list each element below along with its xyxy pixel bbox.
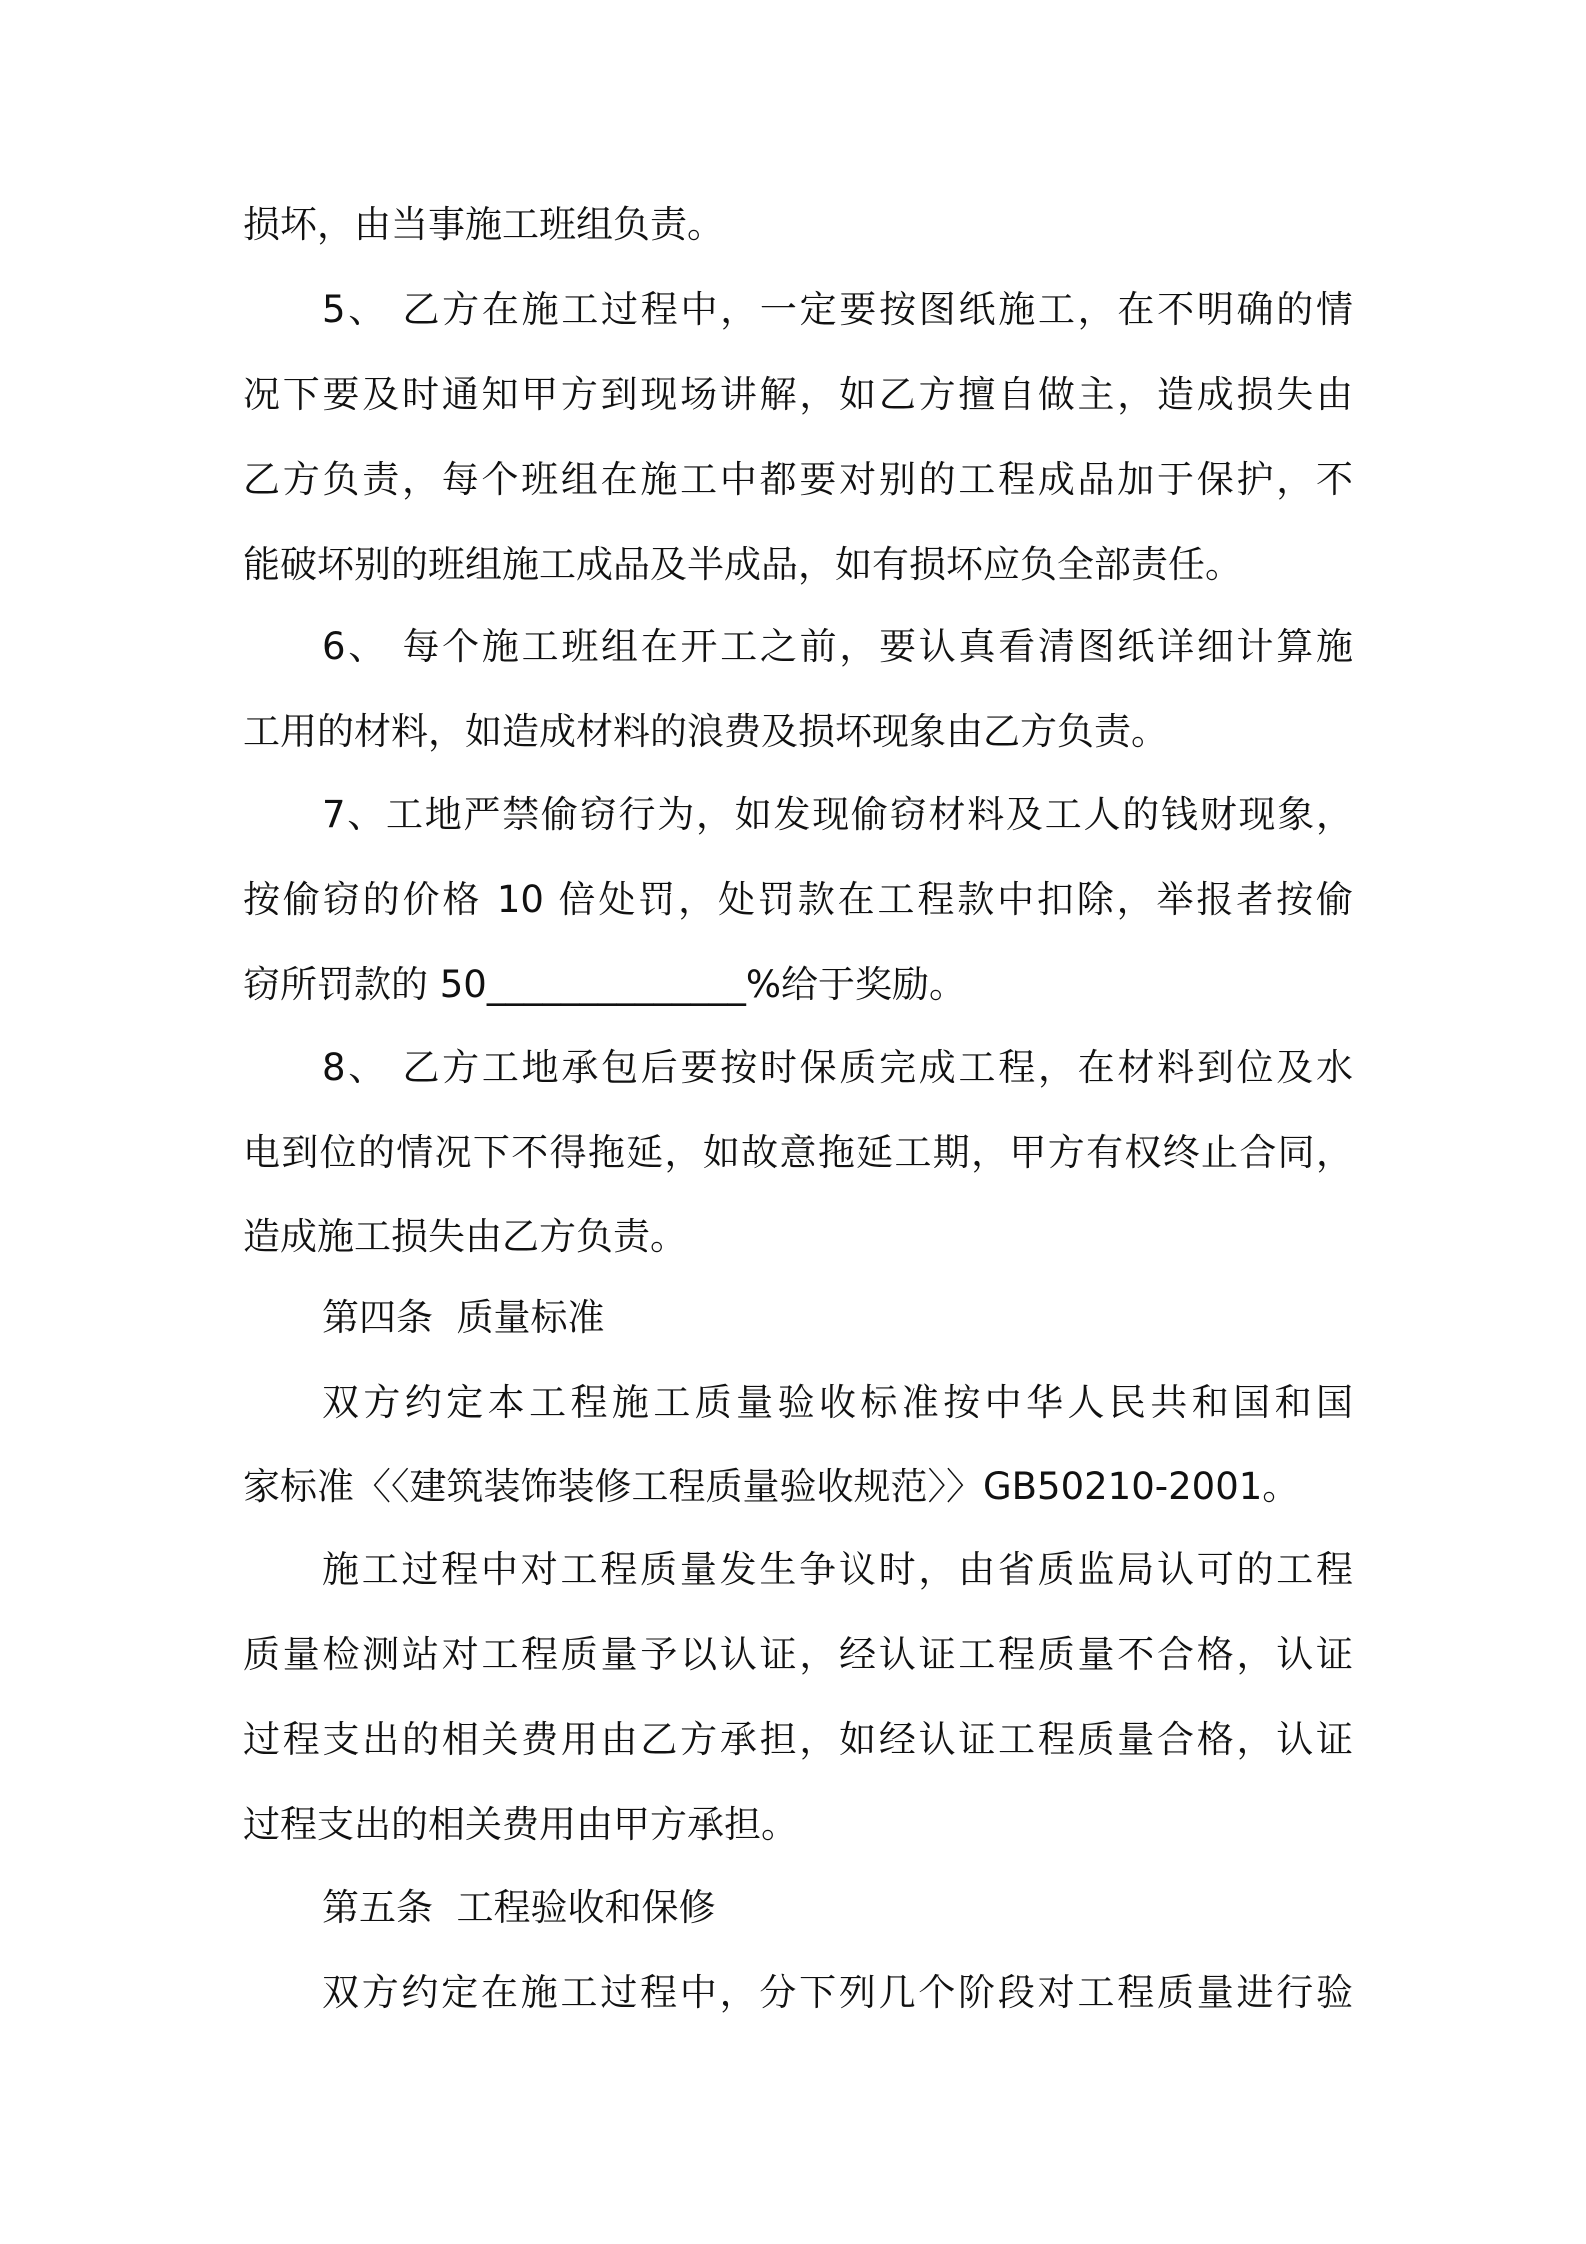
text-line-20: 过程支出的相关费用由甲方承担。: [243, 1803, 798, 1846]
text-line-13: 造成施工损失由乙方负责。: [243, 1215, 687, 1258]
text-line-9: 按偷窃的价格 10 倍处罚，处罚款在工程款中扣除，举报者按偷: [243, 878, 1353, 921]
text-line-8: 7、工地严禁偷窃行为，如发现偷窃材料及工人的钱财现象，: [322, 793, 1353, 836]
text-line-12: 电到位的情况下不得拖延，如故意拖延工期，甲方有权终止合同，: [243, 1131, 1353, 1174]
text-line-7: 工用的材料，如造成材料的浪费及损坏现象由乙方负责。: [243, 710, 1168, 753]
text-line-19: 过程支出的相关费用由乙方承担，如经认证工程质量合格，认证: [243, 1718, 1353, 1761]
text-line-5: 能破坏别的班组施工成品及半成品，如有损坏应负全部责任。: [243, 543, 1242, 586]
text-line-22: 双方约定在施工过程中，分下列几个阶段对工程质量进行验: [322, 1971, 1353, 2014]
text-line-16: 家标准〈〈建筑装饰装修工程质量验收规范〉〉GB50210-2001。: [243, 1465, 1300, 1508]
text-line-6: 6、 每个施工班组在开工之前，要认真看清图纸详细计算施: [322, 625, 1353, 668]
section-heading-4: 第四条 质量标准: [322, 1296, 605, 1339]
text-line-10: 窃所罚款的 50______________%给于奖励。: [243, 963, 966, 1006]
text-line-2: 5、 乙方在施工过程中，一定要按图纸施工，在不明确的情: [322, 288, 1353, 331]
text-line-4: 乙方负责，每个班组在施工中都要对别的工程成品加于保护，不: [243, 458, 1353, 501]
text-line-15: 双方约定本工程施工质量验收标准按中华人民共和国和国: [322, 1381, 1353, 1424]
text-line-17: 施工过程中对工程质量发生争议时，由省质监局认可的工程: [322, 1548, 1353, 1591]
text-line-11: 8、 乙方工地承包后要按时保质完成工程，在材料到位及水: [322, 1046, 1353, 1089]
text-line-1: 损坏，由当事施工班组负责。: [243, 203, 724, 246]
section-heading-5: 第五条 工程验收和保修: [322, 1886, 716, 1929]
text-line-3: 况下要及时通知甲方到现场讲解，如乙方擅自做主，造成损失由: [243, 373, 1353, 416]
text-line-18: 质量检测站对工程质量予以认证，经认证工程质量不合格，认证: [243, 1633, 1353, 1676]
